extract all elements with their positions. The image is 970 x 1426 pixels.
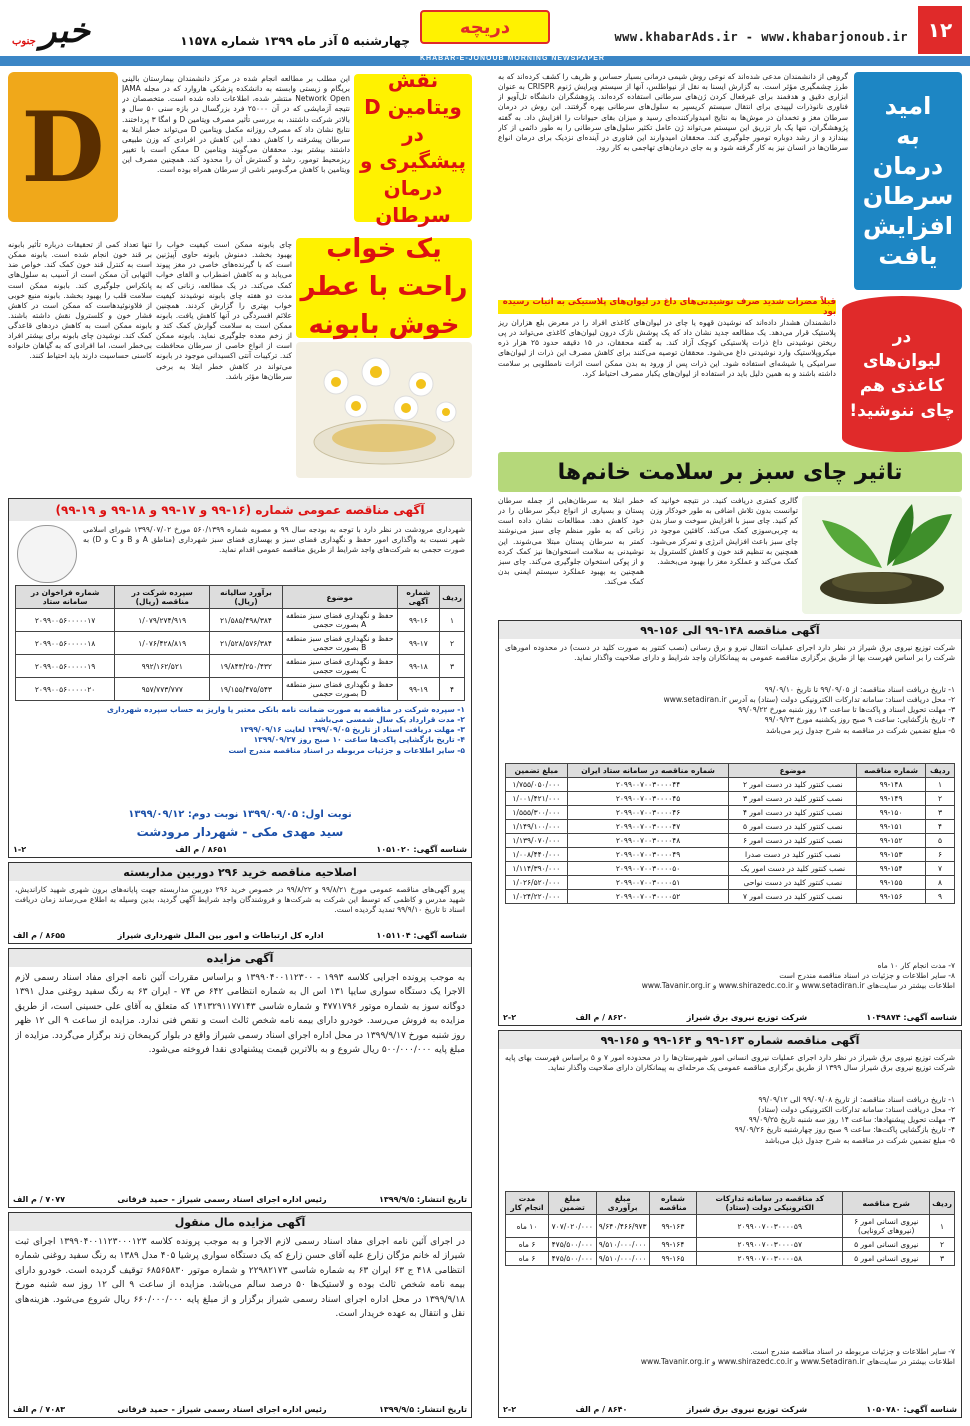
auction-1-signer: رئیس اداره اجرای اسناد رسمی شیراز - حمید قرقانی [117, 1195, 327, 1204]
table-cell: ۲۱/۵۲۸/۵۷۶/۳۸۴ [210, 632, 283, 655]
table-cell: ۳ [440, 655, 465, 678]
tender-ad-163-165 [498, 1030, 962, 1418]
tender-2-id: شناسه آگهی: ۱۰۴۹۸۷۴ [866, 1013, 957, 1022]
table-cell: ۹۹-۱۶۴ [649, 1238, 696, 1252]
table-cell: نصب کنتور کلید در دست امور ۳ [729, 792, 857, 806]
logo-sub: جنوب [12, 36, 36, 47]
table-cell: ۹/۶۴۰/۴۶۶/۹۷۳ [596, 1215, 649, 1238]
cancer-hope-title: امید به درمان سرطان افزایش یافت [854, 72, 962, 290]
table-cell: ۹۹-۱۹ [397, 678, 439, 701]
table-cell: ۷۰۷/۰۲۰/۰۰۰ [549, 1215, 597, 1238]
table-cell: نیروی انسانی امور ۵ [843, 1252, 930, 1266]
auction-1-date: تاریخ انتشار: ۱۳۹۹/۹/۵ [378, 1195, 467, 1204]
table-cell: ۱/۰۲۶/۵۲۰/۰۰۰ [506, 876, 568, 890]
tender-3-company: شرکت توزیع نیروی برق شیراز [686, 1405, 808, 1414]
auction-1-text: به موجب پرونده اجرایی کلاسه ۱۹۹۳ - ۱۳۹۹۰۴۰۰۱۱۲۳۰۰ و براساس مقررات آئین نامه اجرای مفاد اسناد رسمی لازم الاجرا یک دستگاه سواری سایپا ۱۳۱ اس ال به شماره انتظامی ۶۴۲ ص ۷۴ - ایران ۶۳ به رنگ سفید روغنی مدل ۱۳۹۱ دوگانه سوز به شماره موتور ۴۷۷۱۷۹۶ و شماره شاسی ۱۴۱۳۲۹۱۱۷۷۱۴۳ که متعلق به آقای علی حسینی است، از طریق مزایده به فروش می‌رسد. خودرو دارای بیمه نامه شخص ثالث است و نقص فنی ندارد. مزایده از ساعت ۹ الی ۱۲ ظهر روز شنبه مورخ ۱۳۹۹/۹/۱۷ در محل اداره اجرای اسناد رسمی شیراز واقع در بلوار کریمخان زند برگزار می‌گردد. مزایده از مبلغ پایه ۵۰۰/۰۰۰/۰۰۰ ریال شروع و به بالاترین قیمت پیشنهادی نقدا فروخته می‌شود. [15, 973, 465, 1055]
table-cell: ۳ [930, 1252, 955, 1266]
tender-2-notes: ۱- تاریخ دریافت اسناد مناقصه: از ۹۹/۰۹/۰۵ تا تاریخ ۹۹/۰۹/۱۰ ۲- محل دریافت اسناد: سامانه تدارکات الکترونیکی دولت (ستاد) به آدرس www.setadiran.ir ۳- مهلت تحویل اسناد و پاکت‌ها تا ساعت ۱۴ روز شنبه مورخ ۹۹/۰۹/۲۲ ۴- تاریخ بازگشایی: ساعت ۹ صبح روز یکشنبه مورخ ۹۹/۰۹/۲۳ ۵- مبلغ تضمین شرکت در مناقصه به شرح جدول زیر می‌باشد [663, 685, 955, 735]
table-cell: ۱۰ ماه [506, 1215, 549, 1238]
table-cell: ۲ [440, 632, 465, 655]
auction-2-signer: رئیس اداره اجرای اسناد رسمی شیراز - حمید قرقانی [117, 1405, 327, 1414]
table-header: موضوع [729, 764, 857, 778]
amendment-text: پیرو آگهی‌های مناقصه عمومی مورخ ۹۹/۸/۲۱ و ۹۹/۸/۲۲ در خصوص خرید ۲۹۶ دوربین مداربسته جهت پایانه‌های برون شهری شهید کارانديش، شهید مدرس و کاظمی که توسط این شرکت به شرکت‌ها و فروشندگان واجد شرایط آگهی گردید، بدین وسیله به اطلاع می‌رساند زمان دریافت اسناد تا تاریخ ۹۹/۹/۱۰ تمدید گردیده است. [15, 885, 465, 915]
tender-3-notes: ۱- تاریخ دریافت اسناد مناقصه: از تاریخ ۹۹/۰۹/۰۸ الی ۹۹/۰۹/۱۲ ۲- محل دریافت اسناد: سامانه تدارکات الکترونیکی دولت (ستاد) ۳- مهلت تحویل پیشنهادها: ساعت ۱۴ روز سه شنبه تاریخ ۹۹/۰۹/۲۵ ۴- تاریخ بازگشایی پاکت‌ها: ساعت ۹ صبح روز چهارشنبه تاریخ ۹۹/۰۹/۲۶ ۵- مبلغ تضمین شرکت در مناقصه به شرح جدول ذیل می‌باشد [734, 1095, 955, 1145]
vitamin-d-text: این مطلب بر مطالعه انجام شده در مرکز دانشمندان بیمارستان بالینی بریگام و زیستی وابسته به دانشکده پزشکی هاروارد که در مجله JAMA Network Open منتشر شده، اطلاعات داده شده است. متخصصان در نتیجه آزمایشی که در آن ۲۵۰۰۰ فرد بزرگسال در بازه سنی ۵۰ سال و بالاتر شرکت داشتند، به بررسی تأثیر مصرف ویتامین D و امگا ۳ پرداختند. نتایج نشان داد که مصرف روزانه مکمل ویتامین D می‌تواند خطر ابتلا به سرطان پیشرفته را کاهش دهد. این کاهش در افرادی که وزن طبیعی داشتند بیشتر بود. محققان می‌گویند ویتامین D ممکن است با تغییر ریزمحیط تومور، رشد و گسترش آن را محدود کند. همچنین مصرف این ویتامین با کاهش مرگ‌ومیر ناشی از سرطان همراه بوده است. [122, 74, 350, 175]
table-cell: ۲۰۹۹۰۰۷۰۰۳۰۰۰۰۵۷ [697, 1238, 843, 1252]
table-cell: نیروی انسانی امور ۵ [843, 1238, 930, 1252]
paper-cups-title: در لیوان‌های کاغذی هم چای ننوشید! [842, 296, 962, 452]
table-header: ردیف [925, 764, 954, 778]
amendment-id: شناسه آگهی: ۱۰۵۱۱۰۴ [376, 931, 467, 940]
table-cell: نصب کنتور کلید در دست امور ۵ [729, 820, 857, 834]
tender-2-page: ۲-۲ [503, 1013, 517, 1022]
amendment-code: ۸۶۵۵ / م الف [13, 931, 65, 940]
table-cell: ۹۹-۱۵۲ [857, 834, 926, 848]
table-row [506, 848, 955, 862]
table-row [506, 820, 955, 834]
table-cell: ۹۹-۱۵۵ [857, 876, 926, 890]
table-cell: ۹۹-۱۵۰ [857, 806, 926, 820]
table-cell: ۲۰۹۹۰۰۷۰۰۳۰۰۰۰۴۴ [567, 778, 729, 792]
table-row [506, 1215, 955, 1238]
table-cell: ۱۹/۱۵۵/۴۷۵/۵۴۳ [210, 678, 283, 701]
table-header: ردیف [930, 1192, 955, 1215]
table-cell: ۲۰۹۹۰۰۵۶۰۰۰۰۰۲۰ [16, 678, 115, 701]
table-cell: حفظ و نگهداری فضای سبز منطقه B بصورت حجمی [282, 632, 397, 655]
table-cell: ۹۹۲/۱۶۲/۵۲۱ [115, 655, 210, 678]
tender-1-title: آگهی مناقصه عمومی شماره (۱۶-۹۹ و ۱۷-۹۹ و ۱۸-۹۹ و ۱۹-۹۹) [9, 499, 471, 521]
tender-3-title: آگهی مناقصه شماره ۱۶۳-۹۹ و ۱۶۴-۹۹ و ۱۶۵-۹۹ [499, 1031, 961, 1049]
banner-bar [0, 56, 970, 66]
table-header: شماره فراخوان در سامانه ستاد [16, 586, 115, 609]
table-header: شماره مناقصه [649, 1192, 696, 1215]
auction-2-text: در اجرای آئین نامه اجرای مفاد اسناد رسمی لازم الاجرا و به موجب پرونده کلاسه ۱۳۹۹۰۴۰۰۱۱۲۳۰۰۰۱۲۳ اجرای ثبت شیراز له خانم مژگان زارع علیه آقای حسن زارع که یک دستگاه سواری پرشیا ۴۰۵ مدل ۱۳۸۹ به رنگ سفید روغنی شماره انتظامی ۴۱۸ ج ۶۳ ایران ۶۳ به شماره شاسی ۲۲۹۸۲۱۷۳ و شماره موتور ۶۸۵۶۵۸۳۰ توقیف گردیده است. خودرو دارای بیمه نامه شخص ثالث بوده و لاستیک‌ها ۵۰ درصد سالم می‌باشد. مزایده از ساعت ۹ الی ۱۲ روز سه شنبه مورخ ۱۳۹۹/۹/۱۸ در محل اداره اجرای اسناد رسمی شیراز برگزار و از مبلغ پایه ۶۶۰/۰۰۰/۰۰۰ ریال شروع می‌شود. هزینه‌های نقل و انتقال به عهده خریدار است. [15, 1237, 465, 1319]
table-cell: ۲۰۹۹۰۰۷۰۰۳۰۰۰۰۴۹ [567, 848, 729, 862]
table-header: مبلغ برآوردی [596, 1192, 649, 1215]
table-cell: ۲۰۹۹۰۰۵۶۰۰۰۰۰۱۷ [16, 609, 115, 632]
table-cell: ۲ [930, 1238, 955, 1252]
table-cell: ۶ [925, 848, 954, 862]
table-cell: ۱ [930, 1215, 955, 1238]
table-row [506, 806, 955, 820]
table-cell: ۹۹-۱۸ [397, 655, 439, 678]
table-header: شرح مناقصه [843, 1192, 930, 1215]
chamomile-title: یک خواب راحت با عطر خوش بابونه [296, 238, 472, 338]
chamomile-text-1: چای بابونه ممکن است کیفیت خواب را بهبود بخشد. دمنوش بابونه حاوی آپیژنین است که با گیرنده‌های خاصی در مغز پیوند می‌یابد و به کاهش اضطراب و القای خواب کمک می‌کند. در یک مطالعه، زنانی که به مدت دو هفته چای بابونه نوشیدند کیفیت خواب بهتری را گزارش کردند. همچنین علائم افسردگی در آنها کاهش یافت. بابونه ممکن است به سلامت گوارش کمک کند و از زخم معده جلوگیری نماید. بابونه ممکن است از انواع خاصی از سرطان محافظت کند. ترکیبات آنتی اکسیدانی موجود در بابونه می‌تواند در کاهش خطر ابتلا به برخی سرطان‌ها مؤثر باشد. [156, 240, 292, 381]
table-cell: ۹۹-۱۴۹ [857, 792, 926, 806]
table-cell: ۱/۰۷۶/۴۲۸/۸۱۹ [115, 632, 210, 655]
table-cell: ۹۹-۱۷ [397, 632, 439, 655]
table-cell: نصب کنتور کلید در دست صدرا [729, 848, 857, 862]
amendment-ad [8, 862, 472, 944]
tender-3-footer: ۷- سایر اطلاعات و جزئیات مربوطه در اسناد مناقصه مندرج است. اطلاعات بیشتر در سایت‌های www.Setadiran.ir و www.shirazedc.co.ir و www.Tavanir.org.ir [640, 1347, 955, 1367]
table-cell: ۲۰۹۹۰۰۷۰۰۳۰۰۰۰۵۹ [697, 1215, 843, 1238]
green-tea-title: تاثیر چای سبز بر سلامت خانم‌ها [498, 452, 962, 492]
table-cell: ۲۰۹۹۰۰۷۰۰۳۰۰۰۰۵۰ [567, 862, 729, 876]
table-cell: ۲۰۹۹۰۰۷۰۰۳۰۰۰۰۵۸ [697, 1252, 843, 1266]
tender-ad-148-156 [498, 620, 962, 1026]
table-row [506, 862, 955, 876]
tender-1-code: ۸۶۵۱ / م الف [175, 845, 228, 854]
table-cell: ۵ [925, 834, 954, 848]
table-header: مبلغ تضمین [506, 764, 568, 778]
auction-2-title: آگهی مزایده مال منقول [9, 1213, 471, 1231]
amendment-title: اصلاحیه مناقصه خرید ۲۹۶ دوربین مداربسته [9, 863, 471, 881]
table-cell: ۲۱/۵۸۵/۴۹۸/۳۸۴ [210, 609, 283, 632]
table-cell: ۹۹-۱۵۳ [857, 848, 926, 862]
cancer-article-text: گروهی از دانشمندان مدعی شده‌اند که نوعی روش شیمی درمانی بسیار حساس و ظریف را کشف کرده‌اند که به طرز چشمگیری مؤثر است. به گزارش ایسنا به نقل از نیواطلس، آنها از سیستم ویرایش ژنوم CRISPR به عنوان ابزاری دقیق و هدفمند برای غیرفعال کردن ژن‌های سرطانی استفاده کرده‌اند. پژوهشگران دانشگاه تل‌آویو از فناوری نانوذرات لیپیدی برای انتقال سیستم کریسپر به سلول‌های سرطانی بهره گرفتند. این روش در درمان سرطان مغز و تخمدان در موش‌ها به نتایج امیدوارکننده‌ای رسید و میزان بقای حیوانات را افزایش داد. به گفته پژوهشگران، تنها یک بار تزریق این سیستم می‌تواند ژن عامل تکثیر سلول‌های سرطانی را به طور دائمی از کار بیندازد و از رشد دوباره تومور جلوگیری کند. محققان امیدوارند این فناوری در آینده‌ای نزدیک برای درمان انواع سرطان‌ها در انسان نیز به کار گرفته شود و به جای درمان‌های تهاجمی به کار رود. [498, 72, 848, 152]
table-cell: ۳ [925, 806, 954, 820]
table-cell: ۱/۱۴۹/۱۰۰/۰۰۰ [506, 820, 568, 834]
table-cell: ۲۰۹۹۰۰۵۶۰۰۰۰۰۱۹ [16, 655, 115, 678]
website-url[interactable]: www.khabarAds.ir - www.khabarjonoub.ir [614, 30, 908, 44]
table-cell: ۹۹-۱۶۵ [649, 1252, 696, 1266]
table-header: شماره آگهی [397, 586, 439, 609]
table-row [16, 655, 465, 678]
table-row [506, 834, 955, 848]
tender-1-dates: نوبت اول: ۱۳۹۹/۰۹/۰۵ نوبت دوم: ۱۳۹۹/۰۹/۱۲ [128, 809, 352, 820]
table-header: برآورد سالیانه (ریال) [210, 586, 283, 609]
table-header: کد مناقصه در سامانه تدارکات الکترونیکی دولت (ستاد) [697, 1192, 843, 1215]
table-cell: ۲۰۹۹۰۰۵۶۰۰۰۰۰۱۸ [16, 632, 115, 655]
tender-1-id: شناسه آگهی: ۱۰۵۱۰۲۰ [376, 845, 467, 854]
tender-3-page: ۲-۲ [503, 1405, 517, 1414]
table-cell: ۱ [440, 609, 465, 632]
date-line: چهارشنبه ۵ آذر ماه ۱۳۹۹ شماره ۱۱۵۷۸ [180, 34, 410, 48]
table-cell: ۹۹-۱۶ [397, 609, 439, 632]
table-cell: ۲۰۹۹۰۰۷۰۰۳۰۰۰۰۴۷ [567, 820, 729, 834]
table-cell: نصب کنتور کلید در دست نواحی [729, 876, 857, 890]
table-cell: نصب کنتور کلید در دست امور ۲ [729, 778, 857, 792]
table-header: سپرده شرکت در مناقصه (ریال) [115, 586, 210, 609]
table-cell: ۱ [925, 778, 954, 792]
auction-1-title: آگهی مزایده [9, 949, 471, 967]
table-row [16, 632, 465, 655]
green-tea-text-2: خطر ابتلا به سرطان‌هایی از جمله سرطان پستان و بسیاری از انواع دیگر سرطان را در خود کاهش دهد. مطالعات نشان داده است زنانی که به طور منظم چای سبز می‌نوشند کمتر به سرطان پستان مبتلا می‌شوند. این نوشیدنی به سلامت استخوان‌ها نیز کمک کرده و از پوکی استخوان جلوگیری می‌کند. چای سبز همچنین به بهبود عملکرد سیستم ایمنی بدن کمک می‌کند. [498, 496, 644, 586]
table-cell: نیروی انسانی امور ۶ (نیروهای کرونایی) [843, 1215, 930, 1238]
table-cell: ۴ [925, 820, 954, 834]
table-row [506, 792, 955, 806]
table-cell: حفظ و نگهداری فضای سبز منطقه D بصورت حجمی [282, 678, 397, 701]
auction-ad [8, 948, 472, 1208]
chamomile-text-2: تنها تعداد کمی از تحقیقات درباره تأثیر بابونه بر قند خون انجام شده است. بابونه ممکن است به کنترل قند خون کمک کند. خواص ضد التهابی آن ممکن است از آسیب به سلول‌های پانکراس جلوگیری کند. بابونه ممکن است سلامت قلب را بهبود بخشد. بابونه منبع خوبی از فلاونوئیدهاست که ممکن است در کاهش فشار خون و کلسترول نقش داشته باشند. بابونه ممکن است به کاهش دردهای قاعدگی کمک کند. نوشیدن چای بابونه برای بیشتر افراد بی‌خطر است، اما افرادی که به گیاهان خانواده کاسنی حساسیت دارند باید احتیاط کنند. [8, 240, 152, 361]
logo-text: خبر [39, 11, 91, 51]
chamomile-image [296, 342, 472, 478]
table-row [16, 609, 465, 632]
table-cell: ۶ ماه [506, 1252, 549, 1266]
table-header: موضوع [282, 586, 397, 609]
tender-1-table [15, 585, 465, 701]
newspaper-logo [4, 2, 126, 60]
table-cell: ۱/۰۷۹/۲۷۴/۹۱۹ [115, 609, 210, 632]
auction-2-code: ۷۰۸۳ / م الف [13, 1405, 65, 1414]
movable-auction-ad [8, 1212, 472, 1418]
table-header: شماره مناقصه در سامانه ستاد ایران [567, 764, 729, 778]
table-cell: ۹۹-۱۵۱ [857, 820, 926, 834]
table-cell: ۲۰۹۹۰۰۷۰۰۳۰۰۰۰۴۶ [567, 806, 729, 820]
page-number: ۱۲ [918, 6, 962, 54]
table-header: مبلغ تضمین [549, 1192, 597, 1215]
tender-2-footer: ۷- مدت انجام کار ۱۰ ماه ۸- سایر اطلاعات و جزئیات در اسناد مناقصه مندرج است اطلاعات بیشتر در سایت‌های www.setadiran.ir و www.shirazedc.co.ir و www.Tavanir.org.ir [641, 961, 955, 991]
table-cell: حفظ و نگهداری فضای سبز منطقه A بصورت حجمی [282, 609, 397, 632]
table-cell: ۹۵۷/۷۷۳/۷۷۷ [115, 678, 210, 701]
table-header: مدت انجام کار [506, 1192, 549, 1215]
table-cell: ۲۰۹۹۰۰۷۰۰۳۰۰۰۰۵۲ [567, 890, 729, 904]
table-cell: ۹۹-۱۵۴ [857, 862, 926, 876]
banner-text: KHABAR-E-JONOUB MORNING NEWSPAPER [420, 55, 605, 62]
tender-2-title: آگهی مناقصه ۱۴۸-۹۹ الی ۱۵۶-۹۹ [499, 621, 961, 639]
table-cell: نصب کنتور کلید در دست امور ۷ [729, 890, 857, 904]
table-cell: ۱۹/۸۴۳/۲۵۰/۴۳۲ [210, 655, 283, 678]
table-cell: نصب کنتور کلید در دست امور ۴ [729, 806, 857, 820]
tender-2-table [505, 763, 955, 904]
table-cell: ۴ [440, 678, 465, 701]
table-cell: ۹۹-۱۴۸ [857, 778, 926, 792]
tea-leaves-icon [802, 496, 962, 614]
table-cell: ۱/۰۲۴/۲۲۰/۰۰۰ [506, 890, 568, 904]
table-cell: ۱/۷۵۵/۰۵۰/۰۰۰ [506, 778, 568, 792]
tender-2-code: ۸۶۲۰ / م الف [575, 1013, 628, 1022]
vitamin-d-icon: D [8, 72, 118, 222]
tender-2-intro: شرکت توزیع نیروی برق شیراز در نظر دارد اجرای عملیات انتقال نیرو و برق رسانی (نصب کنتور به صورت کلید در دست) در محدوده امورهای شرکت را بر اساس فهرست بها از طریق برگزاری مناقصه عمومی به پیمانکاران واجد شرایط و دارای صلاحیت واگذار نماید. [505, 643, 955, 663]
table-cell: ۱/۱۳۹/۰۷۰/۰۰۰ [506, 834, 568, 848]
table-header: ردیف [440, 586, 465, 609]
tender-1-conditions: ۱- سپرده شرکت در مناقصه به صورت ضمانت نامه بانکی معتبر یا واریز به حساب سپرده شهرداری ۲- مدت قرارداد یک سال شمسی می‌باشد ۳- مهلت دریافت اسناد از تاریخ ۱۳۹۹/۰۹/۰۵ لغایت ۱۳۹۹/۰۹/۱۶ ۴- تاریخ بازگشایی پاکت‌ها ساعت ۱۰ صبح روز ۱۳۹۹/۰۹/۲۷ ۵- سایر اطلاعات و جزئیات مربوطه در اسناد مناقصه مندرج است [106, 705, 465, 755]
tender-ad-marvdasht [8, 498, 472, 858]
table-row [506, 876, 955, 890]
table-cell: ۲۰۹۹۰۰۷۰۰۳۰۰۰۰۴۸ [567, 834, 729, 848]
table-cell: ۸ [925, 876, 954, 890]
table-row [506, 1238, 955, 1252]
table-cell: ۹۹-۱۵۶ [857, 890, 926, 904]
vitamin-d-title: نقش ویتامین D در پیشگیری و درمان سرطان [354, 74, 472, 222]
table-cell: ۹/۵۱۰/۰۰۰/۰۰۰ [596, 1238, 649, 1252]
tender-3-id: شناسه آگهی: ۱۰۵۰۷۸۰ [866, 1405, 957, 1414]
section-title: دریچه [420, 10, 550, 44]
paper-cups-subtitle: قبلاً مضرات شدید صرف نوشیدنی‌های داغ در لیوان‌های پلاستیکی به اثبات رسیده بود [498, 300, 836, 314]
table-cell: ۱/۰۰۸/۴۴۰/۰۰۰ [506, 848, 568, 862]
table-cell: ۹ [925, 890, 954, 904]
table-cell: ۹/۵۱۰/۰۰۰/۰۰۰ [596, 1252, 649, 1266]
tender-1-page: ۱-۲ [13, 845, 27, 854]
tender-3-table [505, 1191, 955, 1266]
table-cell: نصب کنتور کلید در دست امور یک [729, 862, 857, 876]
tender-3-code: ۸۶۴۰ / م الف [575, 1405, 628, 1414]
table-row [506, 1252, 955, 1266]
tender-1-signature: سید مهدی مکی - شهردار مرودشت [136, 825, 344, 839]
table-cell: ۷ [925, 862, 954, 876]
auction-1-code: ۷۰۷۷ / م الف [13, 1195, 65, 1204]
auction-2-date: تاریخ انتشار: ۱۳۹۹/۹/۵ [378, 1405, 467, 1414]
table-row [506, 890, 955, 904]
table-row [506, 778, 955, 792]
table-cell: ۱/۱۱۴/۳۹۰/۰۰۰ [506, 862, 568, 876]
table-cell: نصب کنتور کلید در دست امور ۶ [729, 834, 857, 848]
green-tea-text-1: گالری کمتری دریافت کنید. در نتیجه خوانید که توانست بدون تلاش اضافی به طور خودکار وزن کم کنید. چای سبز با افزایش سوخت و ساز بدن به چربی‌سوزی کمک می‌کند. کافئین موجود در چای سبز باعث افزایش انرژی و تمرکز می‌شود. همچنین به تنظیم قند خون و کاهش کلسترول بد کمک می‌کند و عملکرد مغز را بهبود می‌بخشد. [650, 496, 798, 566]
table-cell: حفظ و نگهداری فضای سبز منطقه C بصورت حجمی [282, 655, 397, 678]
table-cell: ۱/۰۰۱/۴۲۱/۰۰۰ [506, 792, 568, 806]
table-cell: ۴۷۵/۵۰۰/۰۰۰ [549, 1252, 597, 1266]
table-cell: ۲۰۹۹۰۰۷۰۰۳۰۰۰۰۵۱ [567, 876, 729, 890]
table-header: شماره مناقصه [857, 764, 926, 778]
paper-cups-text: دانشمندان هشدار داده‌اند که نوشیدن قهوه یا چای در لیوان‌های کاغذی افراد را در معرض بلع هزاران ریز پلاستیک قرار می‌دهد. یک مطالعه جدید نشان داد که یک پوشش نازک درون لیوان‌های کاغذی می‌تواند در پی ریختن نوشیدنی داغ ذرات پلاستیکی کوچک آزاد کند. به گفته محققان، در ۱۵ دقیقه حدود ۲۵ هزار ذره میکروپلاستیک وارد نوشیدنی داغ می‌شود. محققان توصیه می‌کنند برای کاهش مصرف این ذرات از لیوان‌های سرامیکی یا شیشه‌ای استفاده شود. این ذرات پس از ورود به بدن ممکن است اثرات نامطلوبی بر سلامت داشته باشند و به همین دلیل باید در استفاده از لیوان‌های یکبار مصرف احتیاط کرد. [498, 318, 836, 378]
table-row [16, 678, 465, 701]
table-cell: ۱/۵۵۵/۳۰۰/۰۰۰ [506, 806, 568, 820]
tender-2-company: شرکت توزیع نیروی برق شیراز [686, 1013, 808, 1022]
municipality-emblem-icon [17, 525, 77, 583]
table-cell: ۲۰۹۹۰۰۷۰۰۳۰۰۰۰۴۵ [567, 792, 729, 806]
chamomile-flowers-icon [296, 342, 472, 478]
table-cell: ۴۷۵/۵۰۰/۰۰۰ [549, 1238, 597, 1252]
table-cell: ۹۹-۱۶۳ [649, 1215, 696, 1238]
amendment-org: اداره کل ارتباطات و امور بین الملل شهرداری شیراز [117, 931, 324, 940]
tender-3-intro: شرکت توزیع نیروی برق شیراز در نظر دارد اجرای عملیات نیروی انسانی امور شهرستان‌ها را در محدوده امور ۷ و ۵ براساس فهرست بهای پایه شرکت توزیع نیروی برق شیراز سال ۱۳۹۹ از طریق برگزاری مناقصه عمومی یک مرحله‌ای به پیمانکاران دارای صلاحیت واگذار نماید. [505, 1053, 955, 1073]
tender-1-intro: شهرداری مرودشت در نظر دارد با توجه به بودجه سال ۹۹ و مصوبه شماره ۵۶۰/۱۳۹۹ مورخ ۱۳۹۹/۰۷/۰۲ شورای اسلامی شهر نسبت به واگذاری امور حفظ و نگهداری فضای سبز و بهسازی فضای سبز شهرداری (مناطق A و B و C و D) به صورت حجمی به شرکت‌های واجد شرایط از طریق مناقصه عمومی اقدام نماید. [83, 525, 465, 555]
table-cell: ۲ [925, 792, 954, 806]
table-cell: ۶ ماه [506, 1238, 549, 1252]
green-tea-image [802, 496, 962, 614]
